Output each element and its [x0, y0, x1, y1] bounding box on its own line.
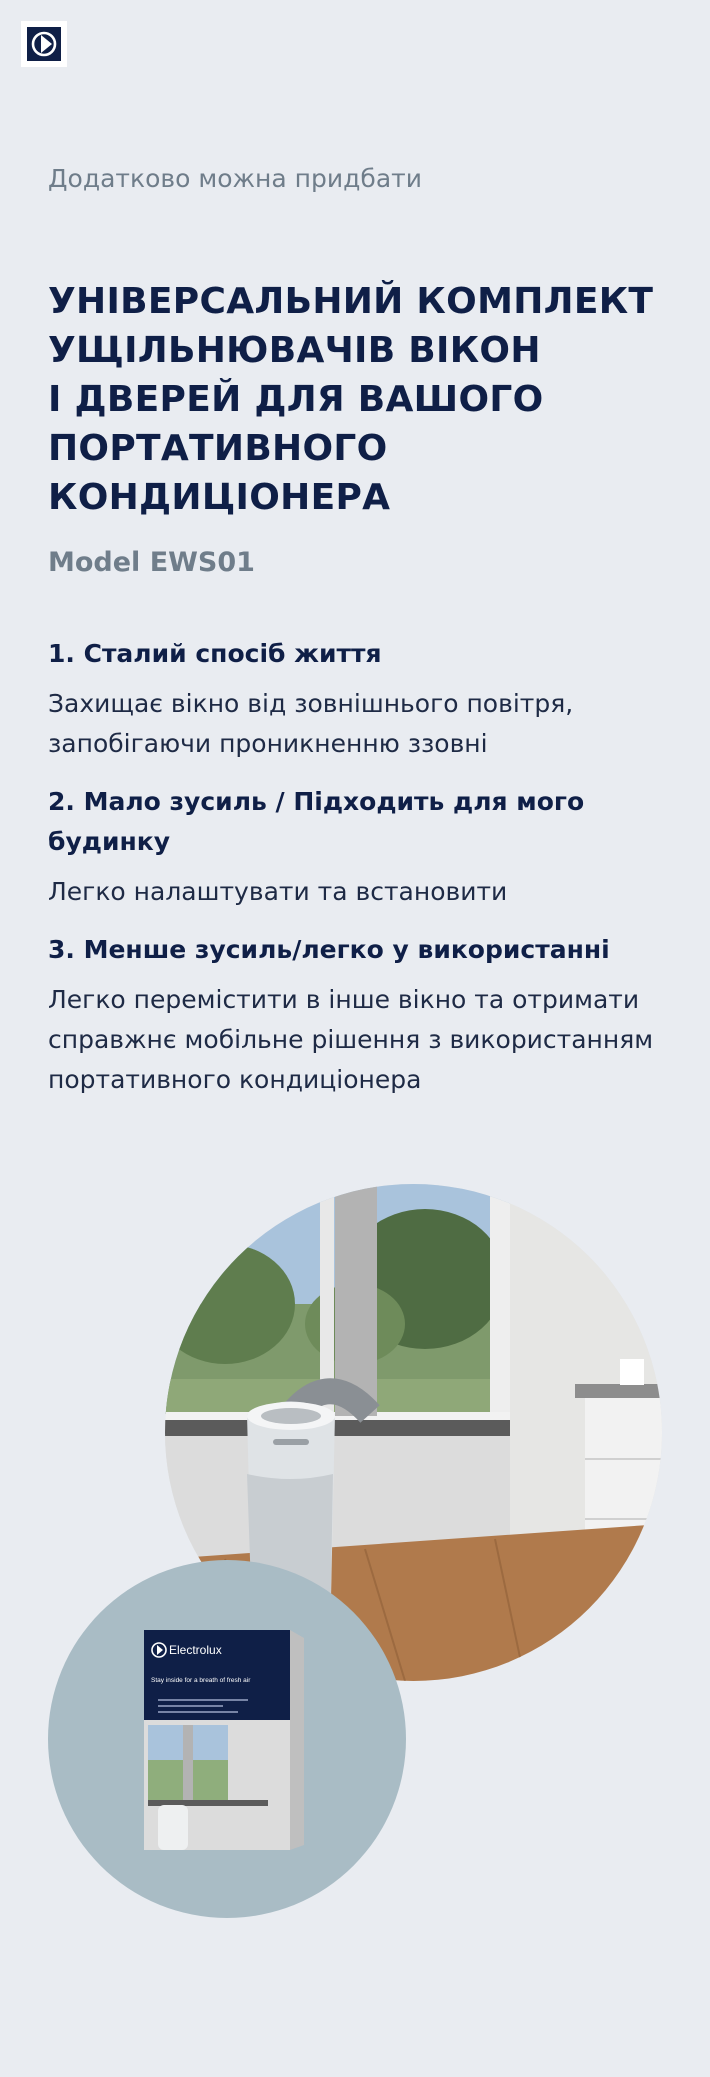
headline-line: І ДВЕРЕЙ ДЛЯ ВАШОГО: [48, 379, 544, 420]
feature-title: 3. Менше зусиль/легко у використанні: [48, 935, 610, 964]
headline-line: УНІВЕРСАЛЬНИЙ КОМПЛЕКТ: [48, 281, 654, 322]
feature-item: [48, 634, 688, 764]
feature-text: Легко налаштувати та встановити: [48, 877, 508, 906]
headline-line: УЩІЛЬНЮВАЧІВ ВІКОН: [48, 330, 541, 371]
feature-title: 1. Сталий спосіб життя: [48, 639, 382, 668]
feature-text: Легко перемістити в інше вікно та отримати справжнє мобільне рішення з використанням портативного кондиціонера: [48, 985, 654, 1094]
feature-item: [48, 930, 688, 1100]
electrolux-logo[interactable]: [21, 21, 67, 67]
electrolux-mark-icon: [30, 30, 58, 58]
headline-line: ПОРТАТИВНОГО: [48, 428, 388, 469]
feature-title: 2. Мало зусиль / Підходить для мого будинку: [48, 787, 585, 856]
electrolux-logo-icon: [27, 27, 61, 61]
headline-line: КОНДИЦІОНЕРА: [48, 477, 391, 518]
eyebrow-text: Додатково можна придбати: [48, 164, 422, 193]
headline: [48, 277, 688, 522]
feature-item: [48, 782, 688, 912]
package-tagline: Stay inside for a breath of fresh air: [151, 1677, 251, 1684]
product-box-illustration: [48, 1560, 406, 1918]
feature-list: [48, 634, 688, 1118]
package-brand: Electrolux: [169, 1643, 222, 1657]
product-box-circle: [48, 1560, 406, 1918]
feature-text: Захищає вікно від зовнішнього повітря, запобігаючи проникненню ззовні: [48, 689, 574, 758]
model-number: Model EWS01: [48, 547, 255, 578]
